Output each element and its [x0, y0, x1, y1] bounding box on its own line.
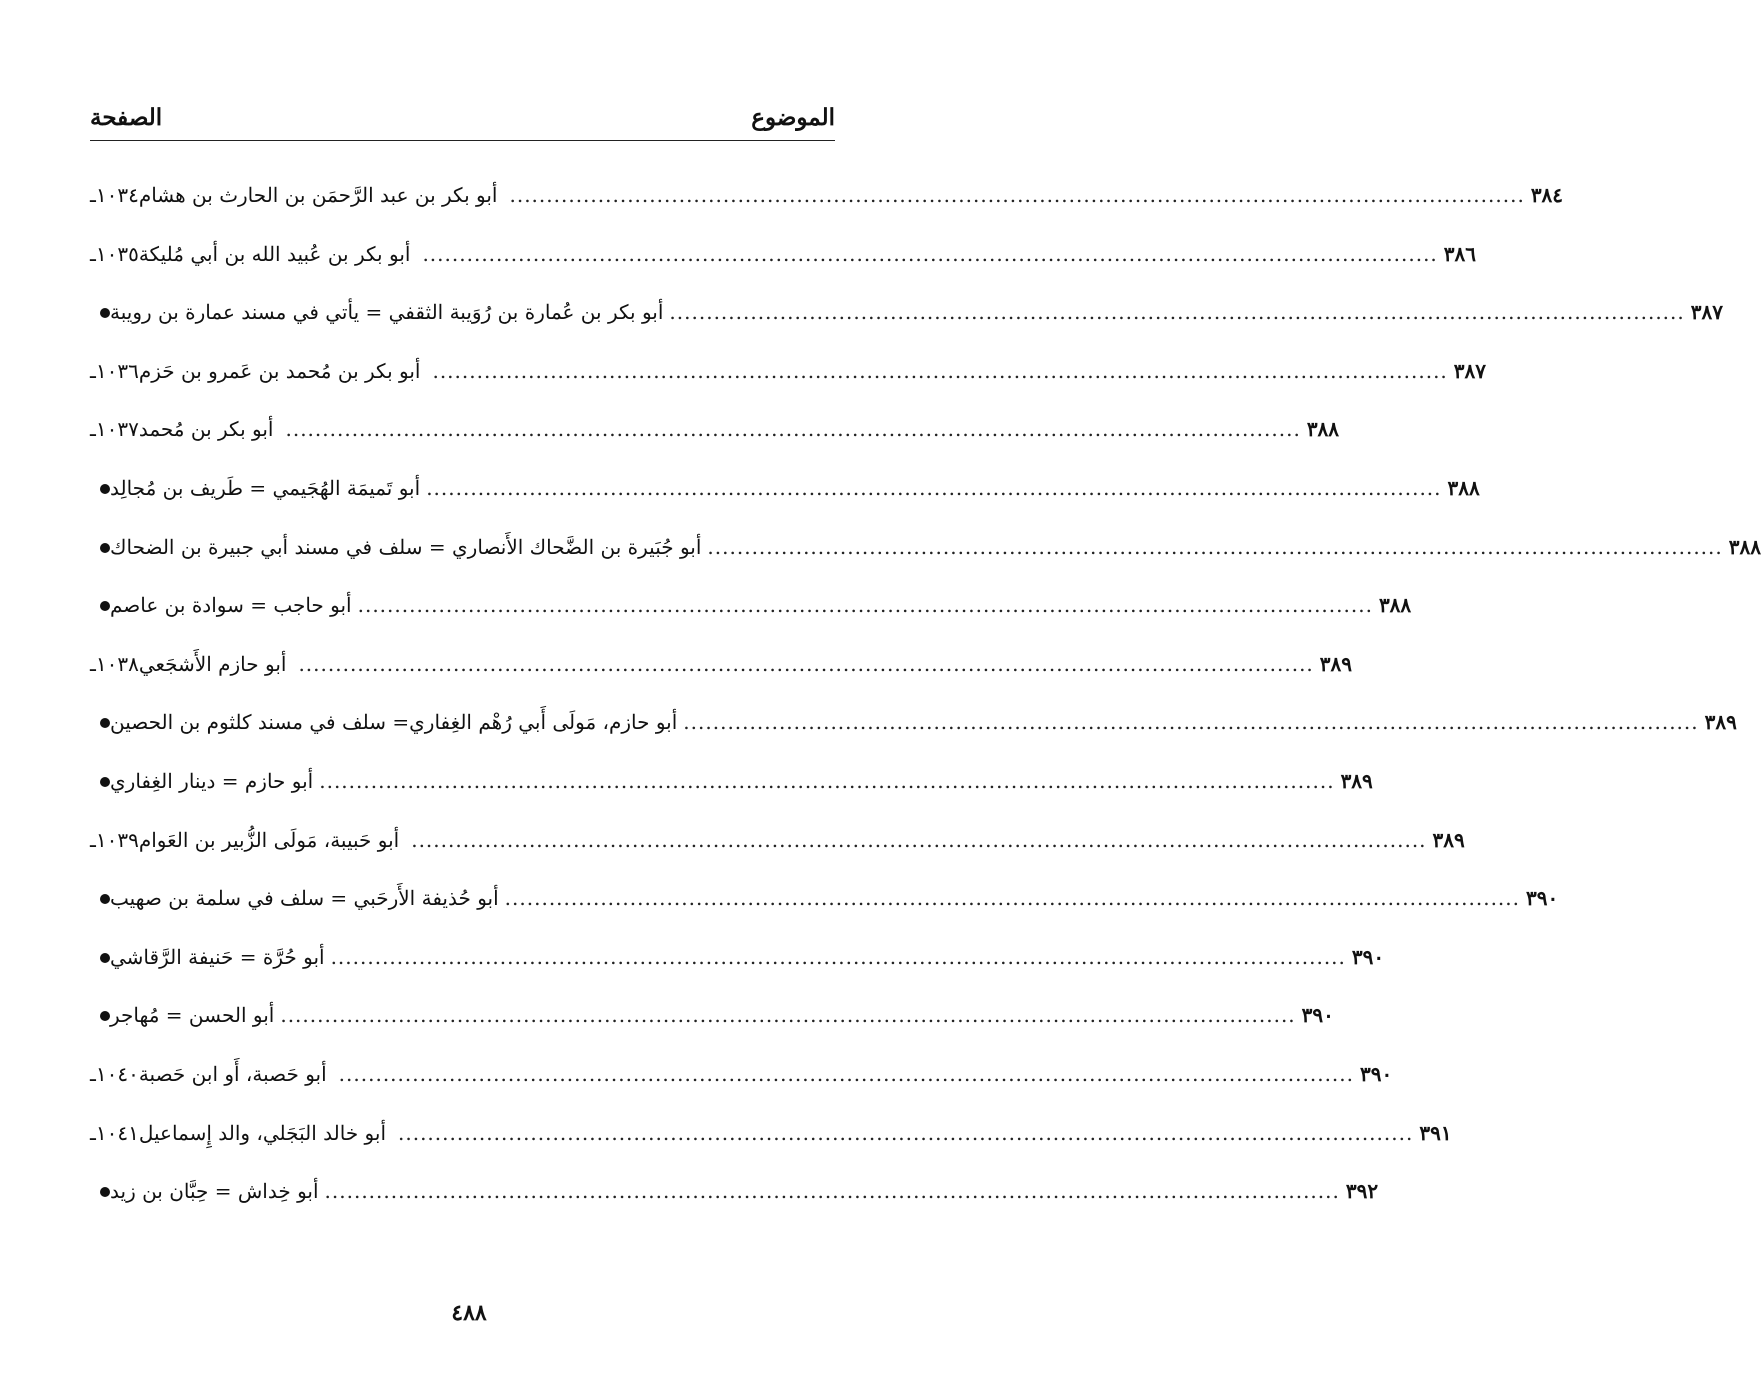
toc-entry-bullet [90, 474, 1480, 533]
entry-title: أبو تَميمَة الهُجَيمي = طَريف بن مُجالِد [110, 475, 421, 500]
entry-title: أبو حازم، مَولَى أَبي رُهْم الغِفاري= سلف في مسند كلثوم بن الحصين [110, 710, 678, 735]
entry-title: أبو جُبَيرة بن الضَّحاك الأَنصاري = سلف في مسند أبي جبيرة بن الضحاك [110, 534, 702, 559]
entry-page-number: ٣٨٨ [1728, 534, 1761, 559]
entry-page-number: ٣٩٢ [1345, 1179, 1379, 1204]
toc-entry-bullet [90, 533, 1761, 592]
entry-number: ١٠٤٠ـ [90, 1061, 139, 1086]
entry-number: ١٠٣٧ـ [90, 417, 139, 442]
entry-number: ١٠٣٨ـ [90, 651, 139, 676]
bullet-icon [100, 1011, 110, 1021]
toc-entry-bullet [90, 1177, 1379, 1236]
dot-leader: .......................................................................................................................................... [280, 1003, 1296, 1028]
bullet-icon [100, 894, 110, 904]
dot-leader: .......................................................................................................................................... [357, 593, 1373, 618]
entry-title: أبو حاجب = سوادة بن عاصم [110, 593, 352, 618]
entry-page-number: ٣٨٧ [1453, 358, 1487, 383]
entry-title: أبو حازم = دينار الغِفاري [110, 768, 314, 793]
dot-leader: .......................................................................................................................................... [319, 768, 1335, 793]
entry-page-number: ٣٨٦ [1443, 241, 1477, 266]
dot-leader: .......................................................................................................................................... [707, 534, 1723, 559]
entry-title: أبو حازم الأَشجَعي [138, 651, 287, 676]
entry-page-number: ٣٨٨ [1306, 417, 1340, 442]
toc-entry-bullet [90, 884, 1559, 943]
bullet-icon [100, 308, 110, 318]
toc-entry-numbered [90, 357, 1487, 416]
entry-title: أبو بكر بن عُبيد الله بن أبي مُليكة [138, 241, 411, 266]
entry-page-number: ٣٨٨ [1447, 475, 1480, 500]
dot-leader: .......................................................................................................................................... [669, 300, 1685, 325]
toc-entry-numbered [90, 181, 1564, 240]
bullet-icon [100, 718, 110, 728]
entry-title: أبو خِداش = حِبَّان بن زيد [110, 1179, 319, 1204]
entry-title: أبو الحسن = مُهاجر [110, 1003, 275, 1028]
page-number: ٤٨٨ [451, 1300, 487, 1326]
bullet-icon [100, 601, 110, 611]
entry-page-number: ٣٨٩ [1432, 827, 1465, 852]
dot-leader: .......................................................................................................................................... [330, 944, 1346, 969]
entry-page-number: ٣٩١ [1419, 1120, 1452, 1145]
toc-entry-numbered [90, 650, 1353, 709]
entry-page-number: ٣٨٨ [1378, 593, 1412, 618]
bullet-icon [100, 1187, 110, 1197]
entry-title: أبو بكر بن مُحمد [138, 417, 274, 442]
entry-title: أبو حُرَّة = حَنيفة الرَّقاشي [110, 944, 325, 969]
dot-leader: .......................................................................................................................................... [324, 1179, 1340, 1204]
toc-entry-bullet [90, 943, 1385, 1002]
entry-number: ١٠٤١ـ [90, 1120, 139, 1145]
entry-number: ١٠٣٦ـ [90, 358, 139, 383]
dot-leader: .......................................................................................................................................... [422, 241, 1438, 266]
toc-entry-bullet [90, 591, 1412, 650]
toc-header [90, 100, 835, 141]
toc-entry-bullet [90, 1001, 1334, 1060]
entry-page-number: ٣٨٩ [1704, 710, 1737, 735]
dot-leader: .......................................................................................................................................... [411, 827, 1427, 852]
dot-leader: .......................................................................................................................................... [432, 358, 1448, 383]
entry-page-number: ٣٩٠ [1360, 1061, 1393, 1086]
toc-entry-numbered [90, 1119, 1452, 1178]
entry-title: أبو حَصبة، أَو ابن حَصبة [138, 1061, 327, 1086]
bullet-icon [100, 953, 110, 963]
dot-leader: .......................................................................................................................................... [504, 886, 1520, 911]
entry-number: ١٠٣٩ـ [90, 827, 139, 852]
entry-page-number: ٣٩٠ [1526, 886, 1559, 911]
entry-title: أبو خالد البَجَلي، والد إِسماعيل [138, 1120, 386, 1145]
entry-title: أبو حَبيبة، مَولَى الزُّبير بن العَوام [138, 827, 400, 852]
entry-page-number: ٣٨٩ [1319, 651, 1353, 676]
entry-page-number: ٣٩٠ [1301, 1003, 1334, 1028]
bullet-icon [100, 484, 110, 494]
entry-title: أبو بكر بن عُمارة بن رُوَيبة الثقفي = يأتي في مسند عمارة بن رويبة [110, 300, 664, 325]
toc-entry-numbered [90, 1060, 1393, 1119]
dot-leader: .......................................................................................................................................... [426, 475, 1442, 500]
dot-leader: .......................................................................................................................................... [509, 183, 1525, 207]
entry-page-number: ٣٨٧ [1690, 300, 1723, 325]
entry-number: ١٠٣٤ـ [90, 183, 139, 207]
dot-leader: .......................................................................................................................................... [338, 1061, 1354, 1086]
bullet-icon [100, 543, 110, 553]
entry-page-number: ٣٩٠ [1351, 944, 1385, 969]
toc-entry-bullet [90, 298, 1723, 357]
entry-title: أبو بكر بن عبد الرَّحمَن بن الحارث بن هشام [138, 183, 498, 207]
dot-leader: .......................................................................................................................................... [398, 1120, 1414, 1145]
topic-column-label: الموضوع [751, 104, 835, 131]
entry-title: أبو حُذيفة الأَرحَبي = سلف في سلمة بن صهيب [110, 886, 499, 911]
toc-page [90, 100, 1761, 1236]
dot-leader: .......................................................................................................................................... [683, 710, 1699, 735]
toc-entry-bullet [90, 767, 1373, 826]
toc-entry-numbered [90, 240, 1477, 299]
entry-page-number: ٣٨٤ [1530, 183, 1564, 207]
page-column-label: الصفحة [90, 104, 163, 131]
dot-leader: .......................................................................................................................................... [298, 651, 1314, 676]
toc-entry-numbered [90, 826, 1465, 885]
bullet-icon [100, 777, 110, 787]
toc-entry-numbered [90, 415, 1340, 474]
entry-page-number: ٣٨٩ [1340, 768, 1373, 793]
toc-entry-bullet [90, 708, 1737, 767]
entry-number: ١٠٣٥ـ [90, 241, 139, 266]
toc-entries [90, 181, 1761, 1236]
dot-leader: .......................................................................................................................................... [285, 417, 1301, 442]
entry-title: أبو بكر بن مُحمد بن عَمرو بن حَزم [138, 358, 421, 383]
